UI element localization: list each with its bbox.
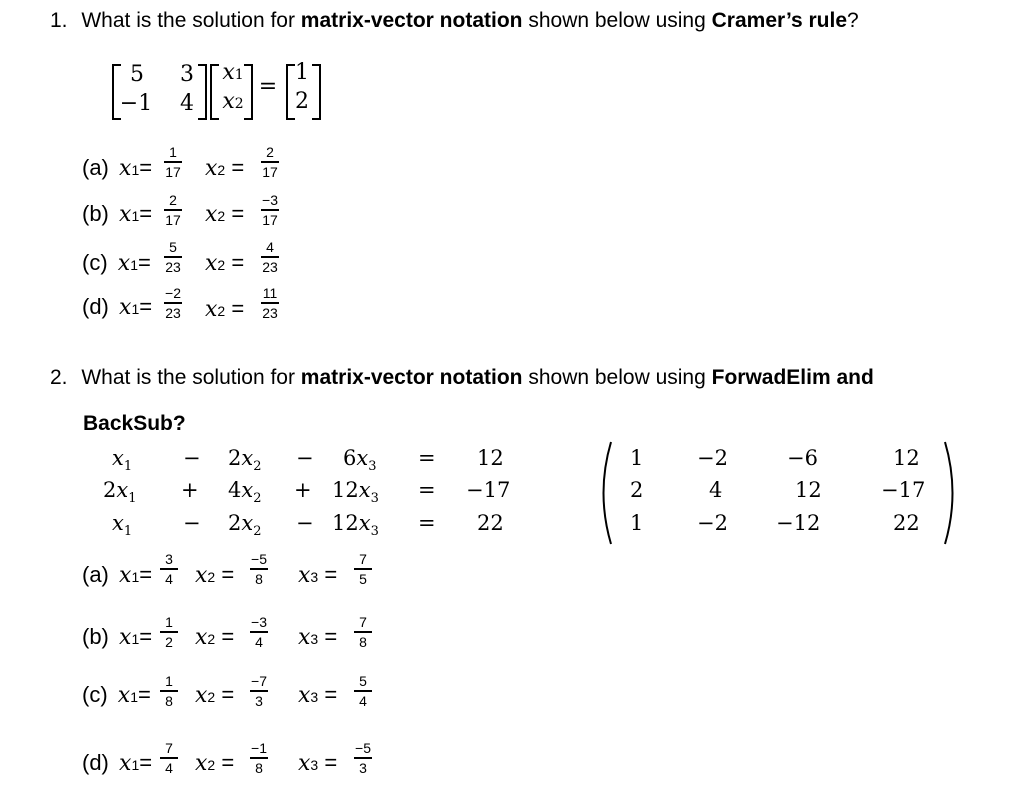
fraction: 7 4 — [156, 740, 182, 776]
q1-option-c[interactable]: (c) x1= — [82, 250, 151, 276]
fraction: −7 3 — [251, 673, 267, 709]
fraction: 4 23 — [262, 239, 278, 275]
question-2-text: 2. What is the solution for matrix-vector notation shown below using ForwadElim and — [50, 366, 874, 389]
fraction: 1 17 — [165, 144, 181, 180]
fraction: 7 8 — [350, 614, 376, 650]
bold-term: Cramer’s rule — [711, 9, 848, 32]
q1-option-a[interactable]: (a) x1= — [82, 155, 153, 181]
q2-option-b[interactable]: (b) x1= — [82, 624, 153, 650]
bold-term: BackSub? — [83, 412, 186, 435]
question-number: 1. — [50, 9, 68, 32]
fraction: 1 8 — [156, 673, 182, 709]
fraction: −5 8 — [251, 551, 267, 587]
fraction: 5 4 — [350, 673, 376, 709]
question-1-text: 1. What is the solution for matrix-vector notation shown below using Cramer’s rule? — [50, 9, 859, 32]
left-paren — [594, 440, 614, 546]
fraction: −1 8 — [251, 740, 267, 776]
fraction: −2 23 — [165, 285, 181, 321]
right-paren — [942, 440, 962, 546]
fraction: −3 17 — [262, 192, 278, 228]
question-number: 2. — [50, 366, 68, 389]
fraction: −5 3 — [355, 740, 371, 776]
bold-term: matrix-vector notation — [300, 9, 523, 32]
fraction: 3 4 — [156, 551, 182, 587]
q2-option-c[interactable]: (c) x1= — [82, 682, 151, 708]
q2-option-d[interactable]: (d) x1= — [82, 750, 153, 776]
fraction: 11 23 — [262, 285, 278, 321]
fraction: 2 17 — [165, 192, 181, 228]
bold-term: matrix-vector notation — [300, 366, 523, 389]
fraction: 5 23 — [165, 239, 181, 275]
q1-option-b[interactable]: (b) x1= — [82, 201, 153, 227]
bold-term: ForwadElim and — [711, 366, 874, 389]
q1-option-d[interactable]: (d) x1= — [82, 294, 153, 320]
fraction: 7 5 — [350, 551, 376, 587]
q2-option-a[interactable]: (a) x1= — [82, 562, 153, 588]
fraction: −3 4 — [251, 614, 267, 650]
fraction: 1 2 — [156, 614, 182, 650]
fraction: 2 17 — [262, 144, 278, 180]
